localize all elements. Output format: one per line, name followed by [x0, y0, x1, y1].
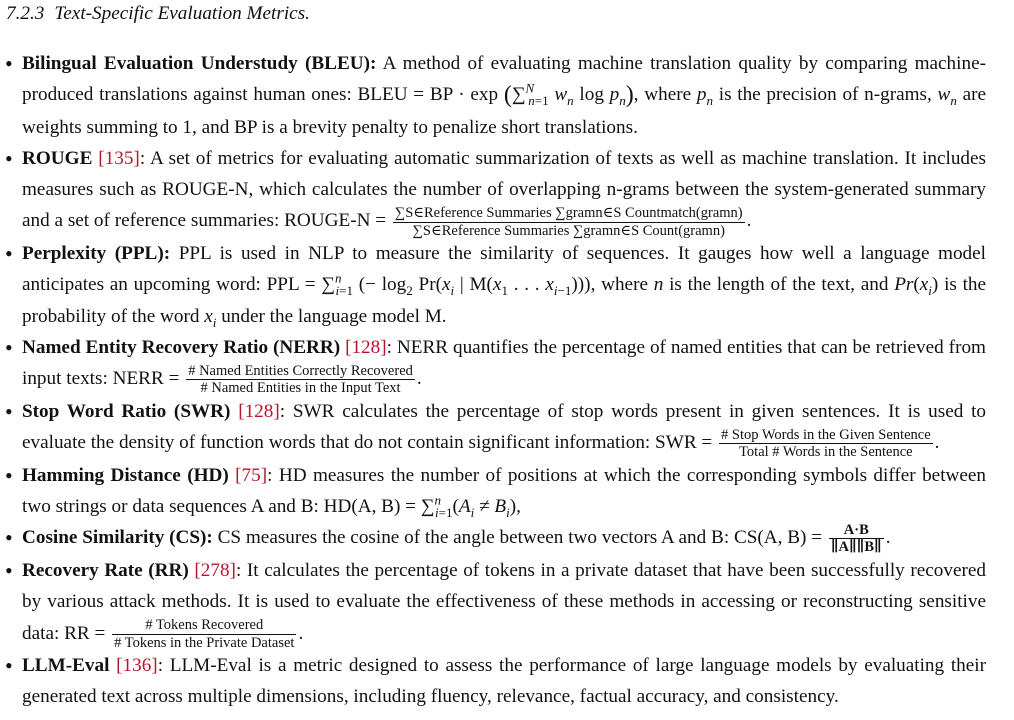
metrics-list: [0, 48, 1014, 713]
ppl-formula: ∑$^n_{i=1}$ (− $\log_2 Pr(x_i$ | $M(x_1$ . . . $x_{i-1}$))): [321, 270, 591, 299]
citation-128[interactable]: [128]: [238, 400, 280, 422]
nerr-fraction: $\frac{\text{\# Named Entities Correctly Recovered}}{\text{\# Named Entities in the Input Text}}$: [188, 362, 413, 397]
citation-136[interactable]: [136]: [116, 655, 158, 677]
list-item-rouge: • ROUGE [135]: A set of metrics for evaluating automatic summarization of texts as well as machine translation. It includes measures such as ROUGE-N, which calculates the number of overlapping n-grams between the system-generated summary and a set of reference summaries: ROUGE-N = $\frac{\text{∑S∈Reference Summaries ∑gramn∈S Countmatch(gramn)}}{\text{∑S∈Reference Summaries ∑gramn∈S Count(gramn)}}$ .: [0, 143, 1014, 238]
section-title: Text-Specific Evaluation Metrics.: [54, 3, 310, 24]
list-item-ppl: • Perplexity (PPL): PPL is used in NLP to measure the similarity of sequences. It gauges how well a language model anticipates an upcoming word: PPL = ∑$^n_{i=1}$ (− $\log_2 Pr(x_i$ | $M(x_1$ . . . $x_{i-1}$))), where n is the length of the text, and $Pr(x_i)$ is the probability of the word $x_i$ under the language model M.: [0, 238, 1014, 332]
swr-fraction: $\frac{\text{\# Stop Words in the Given Sentence}}{\text{Total \# Words in the Sentence}}$: [721, 426, 931, 461]
list-item-nerr: • Named Entity Recovery Ratio (NERR) [128]: NERR quantifies the percentage of named entities that can be retrieved from input texts: NERR = $\frac{\text{\# Named Entities Correctly Recovered}}{\text{\# Named Entities in the Input Text}}$ .: [0, 332, 1014, 396]
cs-fraction: $\frac{A\cdot B}{\parallel A\parallel\parallel B\parallel}$: [830, 521, 882, 556]
hd-formula: $\sum^n_{i=1}(A_i \ne B_i)$,: [420, 492, 521, 520]
term-ppl: Perplexity (PPL):: [22, 243, 171, 265]
list-item-bleu: • Bilingual Evaluation Understudy (BLEU): A method of evaluating machine translation quality by comparing machine-produced translations against human ones: BLEU = BP · exp (∑$^N_{n=1}$ $w_n$ $\log p_n$), where $p_n$ is the precision of n-grams, $w_n$ are weights summing to 1, and BP is a brevity penalty to penalize short translations.: [0, 48, 1014, 143]
list-item-llm-eval: • LLM-Eval [136]: LLM-Eval is a metric designed to assess the performance of large language models by evaluating their generated text across multiple dimensions, including fluency, relevance, factual accuracy, and consistency.: [0, 650, 1014, 713]
term-rouge: ROUGE: [22, 147, 93, 169]
list-item-swr: • Stop Word Ratio (SWR) [128]: SWR calculates the percentage of stop words present in given sentences. It is used to evaluate the density of function words that do not contain significant information: SWR = $\frac{\text{\# Stop Words in the Given Sentence}}{\text{Total \# Words in the Sentence}}$ .: [0, 396, 1014, 460]
term-nerr: Named Entity Recovery Ratio (NERR): [22, 336, 341, 358]
term-cs: Cosine Similarity (CS):: [22, 527, 213, 549]
term-rr: Recovery Rate (RR): [22, 559, 189, 581]
bleu-formula: (∑$^N_{n=1}$ $w_n$ $\log p_n$): [503, 80, 634, 109]
section-heading: [6, 3, 310, 25]
rr-fraction: $\frac{\text{\# Tokens Recovered}}{\text{\# Tokens in the Private Dataset}}$: [114, 617, 295, 651]
section-number: 7.2.3: [6, 3, 45, 24]
citation-135[interactable]: [135]: [98, 147, 140, 169]
citation-75[interactable]: [75]: [235, 464, 268, 486]
term-llm-eval: LLM-Eval: [22, 655, 110, 677]
citation-278[interactable]: [278]: [194, 559, 236, 581]
term-hd: Hamming Distance (HD): [22, 464, 229, 486]
list-item-rr: • Recovery Rate (RR) [278]: It calculates the percentage of tokens in a private dataset that have been successfully recovered by various attack methods. It is used to evaluate the effectiveness of these methods in accessing or reconstructing sensitive data: RR = $\frac{\text{\# Tokens Recovered}}{\text{\# Tokens in the Private Dataset}}$ .: [0, 555, 1014, 650]
list-item-cs: • Cosine Similarity (CS): CS measures the cosine of the angle between two vectors A and B: CS(A, B) = $\frac{A\cdot B}{\parallel A\parallel\parallel B\parallel}$ .: [0, 522, 1014, 555]
list-item-hd: • Hamming Distance (HD) [75]: HD measures the number of positions at which the corresponding symbols differ between two strings or data sequences A and B: HD(A, $B) = \sum^n_{i=1}(A_i \ne B_i)$,: [0, 460, 1014, 523]
term-swr: Stop Word Ratio (SWR): [22, 400, 231, 422]
rouge-fraction: $\frac{\text{∑S∈Reference Summaries ∑gramn∈S Countmatch(gramn)}}{\text{∑S∈Reference Summaries ∑gramn∈S Count(gramn)}}$: [394, 205, 743, 239]
term-bleu: Bilingual Evaluation Understudy (BLEU):: [22, 53, 377, 74]
citation-128[interactable]: [128]: [345, 336, 387, 358]
